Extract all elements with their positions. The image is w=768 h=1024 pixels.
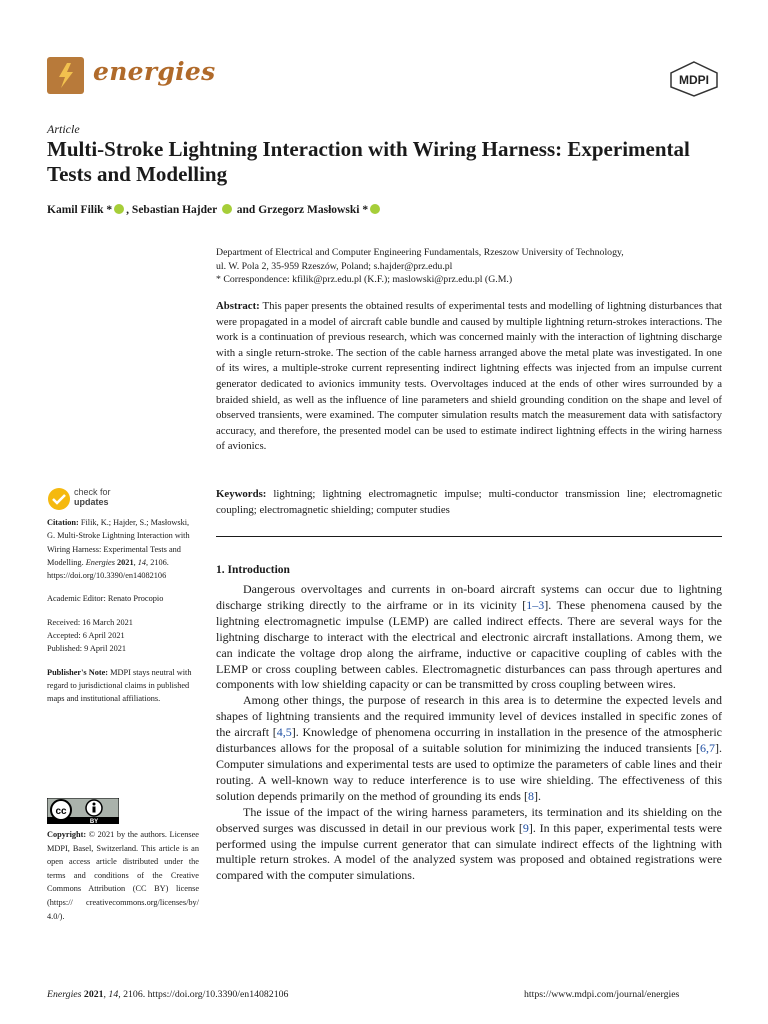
author-name[interactable]: Grzegorz Masłowski bbox=[258, 204, 360, 216]
author-separator: and bbox=[233, 204, 259, 216]
lightning-bolt-icon bbox=[47, 57, 84, 94]
cc-badge-text: BY bbox=[89, 819, 99, 824]
copyright-label: Copyright: bbox=[47, 830, 87, 839]
article-title: Multi-Stroke Lightning Interaction with Wiring Harness: Experimental Tests and Modelling bbox=[47, 137, 690, 186]
sidebar-info bbox=[47, 516, 199, 716]
academic-editor: Academic Editor: Renato Procopio bbox=[47, 594, 164, 604]
affiliations bbox=[216, 246, 726, 287]
journal-name: energies bbox=[93, 57, 216, 86]
paragraph: Dangerous overvoltages and currents in on-board aircraft systems can occur due to lightning discharge striking directly to the airframe or in its vicinity [1–3]. These phenomena caused by the lightning electromagnetic impulse (LEMP) are called indirect effects. There are several ways for the lightning discharge to interact with the electrical and electronic aircraft installations. Among them, we can indicate the voltage drop along the airframe, inductive or capacitive coupling of cables with the LEMP or cross coupling between cables. Electromagnetic disturbances can pass through apertures and components with low shielding capacity or can be transmitted by cross coupling between wires. bbox=[216, 582, 722, 692]
citation-link[interactable]: 1–3 bbox=[526, 597, 545, 612]
author-separator: , bbox=[126, 204, 132, 216]
abstract bbox=[216, 299, 722, 455]
article-type: Article bbox=[47, 122, 80, 136]
footer-journal-url[interactable]: https://www.mdpi.com/journal/energies bbox=[524, 989, 680, 1000]
citation-link[interactable]: 4,5 bbox=[276, 725, 292, 740]
copyright-text: © 2021 by the authors. Licensee MDPI, Basel, Switzerland. This article is an open access article distributed under the terms and conditions of the Creative Commons Attribution (CC BY) license (https:// creativecommons.org/licenses/by/ 4.0/). bbox=[47, 830, 199, 921]
citation-link[interactable]: 6,7 bbox=[700, 741, 715, 756]
citation-link[interactable]: 9 bbox=[522, 820, 529, 835]
keywords-label: Keywords: bbox=[216, 488, 267, 500]
cc-by-license-icon[interactable] bbox=[47, 798, 119, 824]
updates-line-1: check for bbox=[74, 487, 111, 497]
accepted-date: Accepted: 6 April 2021 bbox=[47, 631, 125, 641]
author-name[interactable]: Sebastian Hajder bbox=[131, 204, 218, 216]
received-date: Received: 16 March 2021 bbox=[47, 617, 133, 627]
author-mark: * bbox=[106, 204, 113, 216]
affiliation-line: Department of Electrical and Computer Engineering Fundamentals, Rzeszow University of Technology, bbox=[216, 247, 624, 258]
orcid-icon[interactable] bbox=[114, 204, 124, 214]
citation-link[interactable]: 8 bbox=[527, 788, 534, 803]
dates bbox=[47, 616, 199, 656]
author-mark: * bbox=[362, 204, 369, 216]
published-date: Published: 9 April 2021 bbox=[47, 644, 127, 654]
keywords bbox=[216, 487, 722, 518]
author-name[interactable]: Kamil Filik bbox=[47, 204, 104, 216]
mdpi-logo bbox=[668, 61, 720, 97]
publisher-logo-text: MDPI bbox=[679, 73, 709, 87]
footer-citation: Energies 2021, 14, 2106. https://doi.org/10.3390/en14082106 bbox=[47, 989, 289, 1000]
paragraph: Among other things, the purpose of research in this area is to determine the expected levels and shapes of lightning transients and the required immunity level of devices installed in specific zones of the aircraft [4,5]. Knowledge of phenomena occurring in installation in the presence of the atmospheric disturbances allows for the proposal of a suitable solution for minimizing the induced transients [6,7]. Computer simulations and experimental tests are used to optimize the parameters of cable lines and their routing. A well-known way to reduce interference is to use wire shielding. The effectiveness of this solution depends primarily on the method of grounding its ends [8]. bbox=[216, 693, 722, 803]
abstract-text: This paper presents the obtained results of experimental tests and modelling of lightning disturbances that were propagated in a model of aircraft cable bundle and caused by multiple lightning return-strokes interactions. The work is a continuation of previous research, which was concerned mainly with the interaction of lightning discharge with a single return-stroke. The section of the cable harness arranged above the metal plate was investigated. In one of its wires, a multiple-stroke current representing indirect lightning effects was injected from an impulse current generator dedicated to avionics immunity tests. Overvoltages induced at the ends of other wires surrounded by a braided shield, as well as the influence of line parameters and shield grounding condition on the shape and level of observed transients, were examined. The computer simulation results match the measurement data with satisfactory accuracy, and therefore, the presented model can be used to estimate indirect lightning effects in the wiring harness of avionics. bbox=[216, 300, 722, 453]
svg-text:cc: cc bbox=[55, 806, 67, 817]
section-divider bbox=[216, 536, 722, 537]
check-for-updates-badge[interactable] bbox=[47, 485, 167, 515]
affiliation-line: ul. W. Pola 2, 35-959 Rzeszów, Poland; s.hajder@prz.edu.pl bbox=[216, 260, 453, 272]
keywords-text: lightning; lightning electromagnetic impulse; multi-conductor transmission line; electromagnetic coupling; electromagnetic shielding; computer studies bbox=[216, 488, 722, 516]
section-title: 1. Introduction bbox=[216, 564, 290, 576]
section-body bbox=[216, 582, 722, 884]
correspondence: * Correspondence: kfilik@prz.edu.pl (K.F.); maslowski@prz.edu.pl (G.M.) bbox=[216, 274, 513, 285]
updates-line-2: updates bbox=[74, 497, 109, 507]
orcid-icon[interactable] bbox=[222, 204, 232, 214]
check-icon bbox=[47, 487, 71, 511]
paragraph: The issue of the impact of the wiring harness parameters, its termination and its shielding on the observed surges was discussed in detail in our previous work [9]. In this paper, experimental tests were performed using the impulse current generator that can simulate indirect effects of the lightning with multiple return strokes. A model of the analyzed system was proposed and obtained registrations were compared with the computer simulations. bbox=[216, 804, 722, 883]
author-list bbox=[47, 204, 382, 216]
journal-logo bbox=[47, 57, 84, 94]
abstract-label: Abstract: bbox=[216, 300, 260, 312]
citation-block: Citation: Filik, K.; Hajder, S.; Masłowski, G. Multi-Stroke Lightning Interaction with Wiring Harness: Experimental Tests and Modelling. Energies 2021, 14, 2106. https://doi.org/10.3390/en14082106 bbox=[47, 518, 190, 581]
copyright-block bbox=[47, 828, 199, 923]
orcid-icon[interactable] bbox=[370, 204, 380, 214]
publisher-note: Publisher's Note: MDPI stays neutral with regard to jurisdictional claims in published maps and institutional affiliations. bbox=[47, 667, 192, 704]
